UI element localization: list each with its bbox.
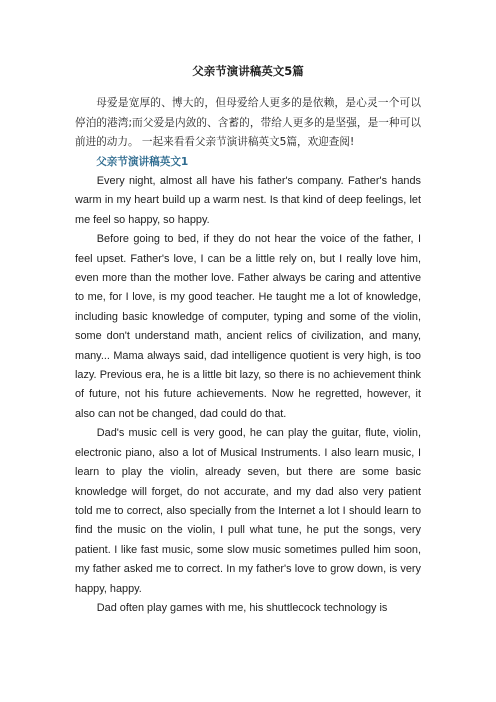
- body-paragraph: Dad often play games with me, his shuttlecock technology is: [96, 601, 388, 614]
- document-body: [75, 62, 421, 618]
- body-paragraph: Before going to bed, if they do not hear the voice of the father, I feel upset. Father's love, I can be a little rely on, but I really love him, even more than the mother love. Father always be caring and attentive to me, for I love, is my good teacher. He taught me a lot of knowledge, including basic knowledge of computer, typing and some of the violin, some don't understand math, ancient relics of civilization, and many, many... Mama always said, dad intelligence quotient is very high, is too lazy. Previous era, he is a little bit lazy, so there is no achievement think of future, not his future achievements. Now he regretted, however, it also can not be changed, dad could do that.: [75, 233, 421, 420]
- document-title: 父亲节演讲稿英文5篇: [192, 64, 304, 78]
- body-paragraph: Every night, almost all have his father's company. Father's hands warm in my heart build up a warm nest. Is that kind of deep feelings, let me feel so happy, so happy.: [75, 175, 421, 226]
- section-heading: 父亲节演讲稿英文1: [96, 155, 189, 168]
- intro-paragraph: 母爱是宽厚的、博大的，但母爱给人更多的是依赖，是心灵一个可以停泊的港湾;而父爱是内敛的、含蓄的，带给人更多的是坚强，是一种可以前进的动力。 一起来看看父亲节演讲稿英文5篇，欢迎查阅!: [75, 97, 421, 148]
- body-paragraph: Dad's music cell is very good, he can play the guitar, flute, violin, electronic piano, also a lot of Musical Instruments. I also learn music, I learn to play the violin, already seven, but there are some basic knowledge will forget, do not accurate, and my dad also very patient told me to correct, also specially from the Internet a lot I should learn to find the music on the violin, I pull what tune, he put the songs, very patient. I like fast music, some slow music sometimes pulled him soon, my father asked me to correct. In my father's love to grow down, is very happy, happy.: [75, 427, 421, 595]
